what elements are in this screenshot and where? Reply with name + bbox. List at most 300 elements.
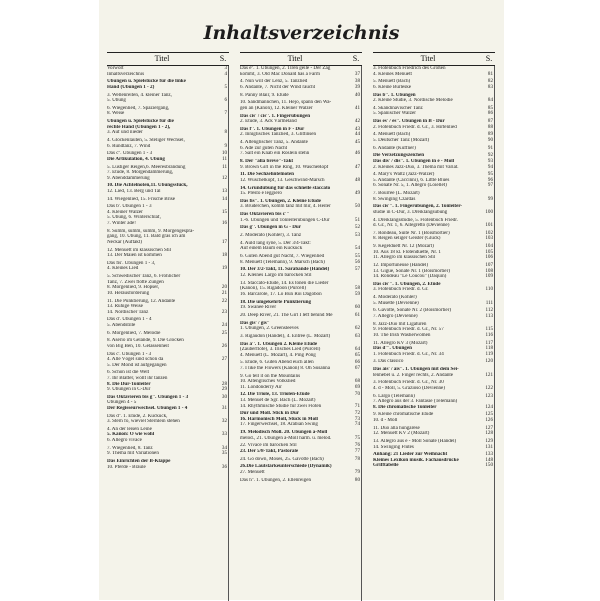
entry-title: 10. Der 3/2-Takt, 11. Sarabande (Händel) <box>240 267 330 273</box>
entry-title: Das Oktavieren bis c''' <box>240 212 290 218</box>
entry-page: 56 <box>354 258 360 265</box>
entry-page: 72 <box>354 410 360 417</box>
entry-title: Das gis' / gis'' <box>240 320 270 326</box>
toc-entry <box>240 449 361 455</box>
header-titel: Titel <box>287 54 303 63</box>
entry-title: 14. Swinging Flutes <box>373 444 414 450</box>
toc-entry <box>240 178 361 184</box>
column-body <box>240 66 362 601</box>
entry-title: 12. Die Triole, 13. Triolen-Etüde <box>240 392 310 398</box>
entry-page: 61 <box>354 311 360 318</box>
entry-title: 6. Schön ist die Welt <box>107 370 150 376</box>
entry-page: 20 <box>221 284 227 291</box>
entry-page: 52 <box>354 224 360 231</box>
entry-page: 126 <box>485 417 493 424</box>
entry-page: 82 <box>487 78 493 85</box>
entry-page: 27 <box>221 356 227 363</box>
toc-entry <box>373 85 494 91</box>
toc-entry <box>373 418 494 424</box>
entry-title: 16. Barcarole, 17. Lo Bun Roi Dagobon <box>240 291 322 297</box>
toc-entry <box>107 85 228 91</box>
header-titel: Titel <box>154 54 170 63</box>
entry-page: 35 <box>221 450 227 457</box>
entry-page: 89 <box>487 131 493 138</box>
entry-page: 122 <box>485 384 493 391</box>
entry-title: Das ais' / ais''. 1. Übungen mit dem Sei- <box>373 367 459 373</box>
entry-title: 4. Alle Vögel sind schon da <box>107 357 164 363</box>
toc-entry <box>240 457 361 463</box>
entry-page: 33 <box>221 431 227 438</box>
entry-title: 12. Importuneuse (Händel) <box>373 263 429 269</box>
entry-page: 23 <box>221 308 227 315</box>
toc-entry <box>240 404 361 410</box>
entry-title: Das a''. 1. Übungen 2. Kleine Etüde <box>240 341 318 347</box>
toc-entry <box>373 405 494 411</box>
entry-title: 7. Rondeau, Suite Nr. 1 (Boismortier) <box>373 230 450 236</box>
entry-title: 6. Largo (Telemann) <box>373 393 415 399</box>
entry-title: 2. Inniglisches Tanzlied, 3. Glittinsen <box>240 132 317 138</box>
entry-title: Das es' / es''. Übungen in B - Dur <box>373 119 445 125</box>
entry-title: 6. Gavotte, Sonate Nr. 2 (Boismortier) <box>373 308 452 314</box>
toc-entry <box>373 138 494 144</box>
entry-page: 22 <box>221 297 227 304</box>
entry-title: 8. Die chromatische Tonleiter <box>373 404 437 410</box>
entry-title: 3. Flötenbuch Friedr. d. Gr. <box>373 287 429 293</box>
toc-entry <box>107 111 228 117</box>
entry-title: 5. Schwedischer Tanz, 6. Fröhlicher <box>107 274 181 280</box>
entry-title: 5. Etüde, 6. Guten Abend euch allen <box>240 360 314 366</box>
entry-title: 10. Die Achtelnoten,11. Übungsstück, <box>107 183 188 189</box>
entry-title: 14. Rhythmische Studie für zwei Flöten <box>240 403 322 409</box>
entry-page: 83 <box>487 83 493 90</box>
entry-page: 51 <box>354 216 360 223</box>
entry-title: 14. Rondeau "Le Coucou" (Daquin) <box>373 274 447 280</box>
entry-title: 4. Dreiklangsstudie, 5. Flötenbuch Friedr. <box>373 217 458 223</box>
entry-title: studie in C-Dur, 3. Dreiklangsübung <box>373 209 448 215</box>
entry-page: 106 <box>485 254 493 261</box>
entry-page: 125 <box>485 411 493 418</box>
column-body <box>373 66 495 601</box>
column-body <box>107 66 229 601</box>
entry-title: 16. Harmonisch Moll, Stück in Moll <box>240 416 318 422</box>
entry-title: 6. Rundtanz, 7. Wind <box>107 143 151 149</box>
entry-page: 34 <box>221 444 227 451</box>
entry-title: 6. Wiegenlied, 7. Spaziergang, <box>107 105 170 111</box>
entry-title: Grifftabelle <box>373 463 399 469</box>
entry-title: 5. Kanon: O wie wohl <box>107 432 155 438</box>
toc-entry <box>240 260 361 266</box>
entry-title: 4. Mary's Waltz (Jazz-Walzer) <box>373 172 435 178</box>
entry-title: 5. Der Mond ist aufgegangen <box>107 362 167 368</box>
entry-title: 22. Vivace im barocken Stil <box>240 443 297 449</box>
entry-page: 93 <box>487 157 493 164</box>
entry-title: 6. Guten Abend gut Nacht, 7. Wiegenlied <box>240 254 325 260</box>
entry-page <box>216 438 228 444</box>
entry-page: 24 <box>221 321 227 328</box>
entry-title: 14. Wiegenlied, 15. Frische Brise <box>107 196 176 202</box>
entry-page: 102 <box>485 229 493 236</box>
entry-title: Hand (Übungen 1 - 2) <box>107 84 155 90</box>
entry-title: Übungen u. Spielstücke für die linke <box>107 79 186 85</box>
toc-entry <box>373 386 494 392</box>
entry-page: 90 <box>487 136 493 143</box>
entry-title: 8. Panny Blair, 9. Etüde <box>240 92 289 98</box>
entry-page: 26 <box>221 342 227 349</box>
toc-entry <box>107 253 228 259</box>
entry-title: 10. Pferde - Braule <box>107 464 146 470</box>
entry-page: 43 <box>354 125 360 132</box>
entry-page: 104 <box>485 243 493 250</box>
entry-page: 120 <box>485 358 493 365</box>
toc-entry <box>373 111 494 117</box>
entry-title: 5. Menuett (Bach) <box>373 79 411 85</box>
entry-title: Übungen 4 - 5 <box>107 400 137 406</box>
entry-title: 9. Abenddämmerung <box>107 175 150 181</box>
entry-page: 11 <box>222 155 227 162</box>
toc-entry <box>107 451 228 457</box>
entry-page: 78 <box>354 455 360 462</box>
entry-title: Die Verzetzungszeichen <box>373 153 425 159</box>
entry-title: 5. Lustiger Reigen,6. Meeresbrandung <box>107 164 186 170</box>
entry-title: melod., 21. Übungen a-Moll harm. u. melod. <box>240 435 332 441</box>
entry-title: 2. Flötenbuch Friedr. d. Gr., 3. Hirtenlied <box>373 124 457 130</box>
entry-title: 27. Menuett <box>240 469 265 475</box>
toc-entry <box>107 344 228 350</box>
column-1 <box>107 52 229 601</box>
entry-title: 3. Auf und nieder <box>107 130 143 136</box>
entry-title: 9. Go tell it on the Mountains <box>240 373 301 379</box>
entry-title: 8. Die Dur-Tonleiter <box>107 381 151 387</box>
entry-page: 60 <box>354 304 360 311</box>
entry-title: Vorwort <box>107 66 124 71</box>
entry-title: Das Oktavieren bis g''. Übungen 1 - 3 <box>107 394 189 400</box>
toc-entry <box>240 326 361 332</box>
entry-page: 80 <box>354 476 360 483</box>
toc-entry <box>240 93 361 99</box>
toc-entry <box>107 189 228 195</box>
toc-entry <box>373 236 494 242</box>
entry-page: 47 <box>354 163 360 170</box>
entry-page <box>349 273 361 279</box>
entry-page: 3 <box>224 65 227 71</box>
entry-page: 81 <box>487 70 493 77</box>
entry-title: 11. Duo alla hungarese <box>373 425 420 431</box>
entry-title: Der Regisseurwechsel. Übungen 1 - 4 <box>107 405 188 411</box>
entry-page: 119 <box>485 350 493 357</box>
entry-title: 3. Wellenreiten, 4. kleiner Tanz, <box>107 92 172 98</box>
entry-page: 67 <box>354 364 360 371</box>
toc-entry <box>107 419 228 425</box>
toc-entry <box>373 98 494 104</box>
entry-page: 54 <box>354 245 360 252</box>
entry-page: 53 <box>354 232 360 239</box>
toc-entry <box>240 165 361 171</box>
entry-title: 8. Morgenlied, 9. Hopser, <box>107 285 160 291</box>
entry-title: 14. Grundübung für das schnelle staccato <box>240 185 331 191</box>
entry-title: 3. Das classico <box>373 359 404 365</box>
toc-entry <box>107 197 228 203</box>
entry-page: 42 <box>354 118 360 125</box>
entry-page: 28 <box>221 380 227 387</box>
header-titel: Titel <box>420 54 436 63</box>
entry-title: 2. Etüde, 3. Ack Värmeland <box>240 119 297 125</box>
entry-title: 8. Reigen seliger Geister (Gluck) <box>373 236 441 242</box>
entry-title: 10. Sandmännchen, 11. Hejo, spann den Wa- <box>240 100 332 106</box>
entry-page: 62 <box>354 325 360 332</box>
toc-entry <box>373 223 494 229</box>
entry-title: Die Artikulation, 4. Übung <box>107 156 165 162</box>
entry-title: Anhang: 21 Lieder zur Weihnacht <box>373 452 448 458</box>
entry-page: 6 <box>224 97 227 104</box>
entry-title: 5. Andante (Caccinni), 6. Little Blues <box>373 177 450 183</box>
entry-page: 12 <box>221 174 227 181</box>
entry-title: 4. An der leisen Leine <box>107 426 152 432</box>
entry-title: 6. Kleine Burleske <box>373 84 412 90</box>
toc-entry <box>373 197 494 203</box>
entry-title: 4. Auld lang syne, 5. Der 3/4-Takt: <box>240 240 311 246</box>
entry-page: 68 <box>354 378 360 385</box>
toc-entry <box>240 470 361 476</box>
entry-page: 131 <box>485 443 493 450</box>
toc-entry <box>107 240 228 246</box>
entry-title: 5. Deutscher Tanz (Mozart) <box>373 137 430 143</box>
entry-page: 10 <box>221 150 227 157</box>
entry-page: 101 <box>485 222 493 229</box>
entry-page: 76 <box>354 442 360 449</box>
column-header <box>240 52 362 66</box>
toc-entry <box>373 255 494 261</box>
entry-page: 79 <box>354 468 360 475</box>
entry-page: 4 <box>224 70 227 77</box>
toc-entry <box>240 119 361 125</box>
entry-title: gen an (Kanon), 12. Kleiner Walzer <box>240 105 313 111</box>
toc-entry <box>373 72 494 78</box>
entry-page: 73 <box>354 415 360 422</box>
toc-entry <box>107 144 228 150</box>
entry-page: 128 <box>485 430 493 437</box>
entry-title: 9. Kegelduett Nr. 12 (Mozart) <box>373 244 434 250</box>
toc-entry <box>107 176 228 182</box>
entry-page: 74 <box>354 421 360 428</box>
column-3 <box>373 52 495 601</box>
entry-title: 3. Flötenbuch Friedr. d. Gr., Nr. 30 <box>373 380 444 386</box>
entry-title: 12. Menuett im klassischen Stil <box>107 247 172 253</box>
entry-title: von Big Ben, 10. Gelassenheit <box>107 343 169 349</box>
entry-page: 84 <box>487 97 493 104</box>
entry-page: 31 <box>221 404 227 411</box>
entry-page: 40 <box>354 91 360 98</box>
entry-title: 11. Die Sechzehntelnoten <box>240 172 294 178</box>
entry-page: 13 <box>221 187 227 194</box>
entry-page: 63 <box>354 332 360 339</box>
toc-entry <box>107 72 228 78</box>
entry-page: 58 <box>354 285 360 292</box>
entry-page: 91 <box>487 144 493 151</box>
entry-title: Übungen u. Spielstücke für die <box>107 119 174 125</box>
entry-title: Das cis'''. 1. Fingerübungen, 2. Tonleiter- <box>373 204 463 210</box>
entry-title: 10. Altenglisches Volkslied <box>240 379 296 385</box>
toc-entry <box>107 310 228 316</box>
entry-page: 44 <box>354 131 360 138</box>
toc-entry <box>107 266 228 272</box>
entry-title: 24. Go down, Moses, 25. Gavotte (Bach) <box>240 456 324 462</box>
entry-page: 92 <box>487 152 493 159</box>
toc-entry <box>373 165 494 171</box>
entry-title: 4. Moderato (Köhler) <box>373 295 417 301</box>
entry-title: 9. Kleine chromatische Etüde <box>373 412 434 418</box>
entry-title: (Zauberflöte), 3. Irisches Lied (Purcell) <box>240 347 321 353</box>
header-seite: S. <box>352 54 360 63</box>
entry-page: 133 <box>485 451 493 458</box>
entry-title: Das d''. 1. Etüde, 2. Kuckuck, <box>107 413 168 419</box>
entry-title: 8. Summ, summ, summ, 9. Morgengesprä- <box>107 228 195 234</box>
entry-page: 123 <box>485 392 493 399</box>
entry-page: 112 <box>485 307 493 314</box>
entry-title: 5. Abendstille <box>107 322 136 328</box>
entry-title: 12. Wuschelkopf, 13. Geschwind-Marsch <box>240 177 325 183</box>
entry-title: Das cis' / cis''. 1. Fingerübungen <box>240 113 311 119</box>
entry-title: 5. Übung, 6. Winterschlaf, <box>107 215 161 221</box>
toc-entry <box>107 98 228 104</box>
toc-entry <box>240 478 361 484</box>
header-seite: S. <box>485 54 493 63</box>
toc-entry <box>240 72 361 78</box>
entry-title: Inhaltsverzeichnis <box>107 71 145 77</box>
entry-page: 116 <box>485 331 493 338</box>
toc-entry <box>373 359 494 365</box>
entry-title: 26.Die Lautstärkeunterschiede (Dynamik) <box>240 464 332 470</box>
entry-page: 11 <box>222 163 227 170</box>
entry-page: 49 <box>354 190 360 197</box>
entry-title: gang, 10. Übung, 11. Bald gras ich am <box>107 234 186 240</box>
toc-entry <box>373 301 494 307</box>
toc-entry <box>107 221 228 227</box>
entry-title: 1. Übungen, 2. Greensleeves <box>240 326 299 332</box>
entry-page: 5 <box>224 83 227 90</box>
entry-title: rechte Hand (Übungen 1 - 2), <box>107 124 171 130</box>
entry-page: 69 <box>354 383 360 390</box>
entry-page: 55 <box>354 253 360 260</box>
toc-entry <box>240 313 361 319</box>
entry-page: 65 <box>354 351 360 358</box>
entry-title: 15. Presto e leggiero <box>240 191 282 197</box>
entry-title: 11. Allegro KV 3 (Mozart) <box>373 340 428 346</box>
entry-title: 3. Rigaudon (Händel), 4. Entrée (L. Mozart) <box>240 333 331 339</box>
entry-page: 148 <box>485 456 493 463</box>
entry-page: 19 <box>221 265 227 272</box>
entry-page: 124 <box>485 403 493 410</box>
entry-page: 99 <box>487 195 493 202</box>
toc-entry <box>373 445 494 451</box>
entry-page: 16 <box>221 220 227 226</box>
entry-title: 4. Kleines Lied <box>107 266 139 272</box>
entry-title: 10. The Irish Washerwomen <box>373 332 431 338</box>
entry-title: Das fis'. Übungen 1 - 3, <box>107 260 156 266</box>
entry-page: 70 <box>354 391 360 398</box>
contents-table <box>107 52 495 600</box>
entry-title: 6. Sonate Nr. 5, 1. Allegro (Loiellet) <box>373 183 447 189</box>
toc-entry <box>107 331 228 337</box>
entry-title: Das c''. Übungen 1 - 3 <box>107 151 153 157</box>
toc-entry <box>240 305 361 311</box>
entry-title: Das dis' / dis''. 1. Übungen in e - Moll <box>373 158 455 164</box>
entry-page: 45 <box>354 139 360 146</box>
entry-title: 4. Menuett (Bach) <box>373 132 411 138</box>
entry-title: 8. Der "alla breve"-Takt <box>240 158 294 164</box>
entry-title: 8. Weise <box>107 111 125 117</box>
toc-entry <box>240 353 361 359</box>
entry-title: Das f''. 1. Übungen in F - Dur <box>240 126 305 132</box>
entry-title: 5. Spanischer Walzer <box>373 111 416 117</box>
entry-title: 8. Aserio im Gelände, 9. Die Glocken <box>107 338 184 344</box>
entry-title: 10. Aus 18 kl. Flötenduette, Nr. 1 <box>373 249 441 255</box>
entry-page: 100 <box>485 208 493 215</box>
entry-page: 37 <box>354 70 360 77</box>
entry-title: Das cis'''. 1. Übungen, 2. Etüde <box>373 281 441 287</box>
entry-title: 14. Nordischer Tanz <box>107 309 149 315</box>
entry-title: 3. Flötenbuch Friedrich des Großen <box>373 66 446 71</box>
toc-entry <box>240 151 361 157</box>
entry-title: 4. Menuett (L. Mozart), 4. Ping Pong <box>240 352 316 358</box>
entry-title: Das e''. 1. Übungen, 2. Tiren geile - Der Zag <box>240 66 331 71</box>
entry-title: 5. Musette (Devienne) <box>373 300 419 306</box>
entry-page: 14 <box>221 195 227 202</box>
entry-page: 64 <box>354 346 360 353</box>
entry-page: 36 <box>221 463 227 470</box>
entry-title: Das d'. Übungen 1 - 4 <box>107 317 152 323</box>
entry-page: 115 <box>485 326 493 333</box>
toc-entry <box>240 225 361 231</box>
entry-page: 110 <box>485 286 493 293</box>
entry-title: 4. Altenglischer Tanz, 5. Andante <box>240 140 308 146</box>
toc-entry <box>240 204 361 210</box>
entry-page <box>216 363 228 369</box>
entry-page: 121 <box>485 371 493 378</box>
entry-title: Das fis''. 1. Übungen, 2. Kleine Etüde <box>240 198 321 204</box>
entry-title: 12. Kleines Largo im barocken Stil <box>240 272 312 278</box>
entry-title: 13. Ruhige Weise <box>107 304 143 310</box>
entry-page: 129 <box>485 438 493 445</box>
entry-title: Tanz, 7. Zwei flotte Zungen <box>107 279 164 285</box>
entry-title: 6. Andante, 7. Nicht der Wind raucht <box>240 84 316 90</box>
toc-entry <box>107 363 228 369</box>
entry-title: 10. d - Moll <box>373 418 398 424</box>
entry-page: 118 <box>485 345 493 352</box>
toc-entry <box>373 333 494 339</box>
entry-page: 111 <box>485 299 493 306</box>
entry-title: 23. Der 5/8-Takt, Pastorale <box>240 448 299 454</box>
entry-page: 17 <box>221 238 227 245</box>
entry-title: 6. Ade zur guten Nacht <box>240 145 288 151</box>
entry-title: 9. Übungen in C-Dur <box>107 387 151 393</box>
toc-entry <box>107 387 228 393</box>
entry-page: 38 <box>354 78 360 85</box>
entry-title: 3. Stern fo, wieviel Sternlein stehen <box>107 419 180 425</box>
entry-title: 19. Melodisch Moll. 20. Übungen a-Moll <box>240 430 328 436</box>
entry-title: 13. Gigue, Sonate Nr. 1 (Boismortier) <box>373 268 450 274</box>
entry-title: Das g''. Übungen in G - Dur <box>240 225 301 231</box>
entry-page: 21 <box>221 289 227 296</box>
entry-title: 6. Morgenlied, 7. Melodie <box>107 330 161 336</box>
entry-page: 95 <box>487 171 493 178</box>
entry-title: 7. Allegro aus der 3. Fantasie (Telemann) <box>373 399 458 405</box>
entry-page: 18 <box>221 252 227 259</box>
entry-title: 12. Lied, 13. Berg und Tal <box>107 188 161 194</box>
entry-title: 7. Winter ade! <box>107 221 136 226</box>
entry-title: 19. Swanee River <box>240 305 277 311</box>
entry-title: 6. Allegro vivace <box>107 438 142 444</box>
entry-page: 48 <box>354 176 360 183</box>
